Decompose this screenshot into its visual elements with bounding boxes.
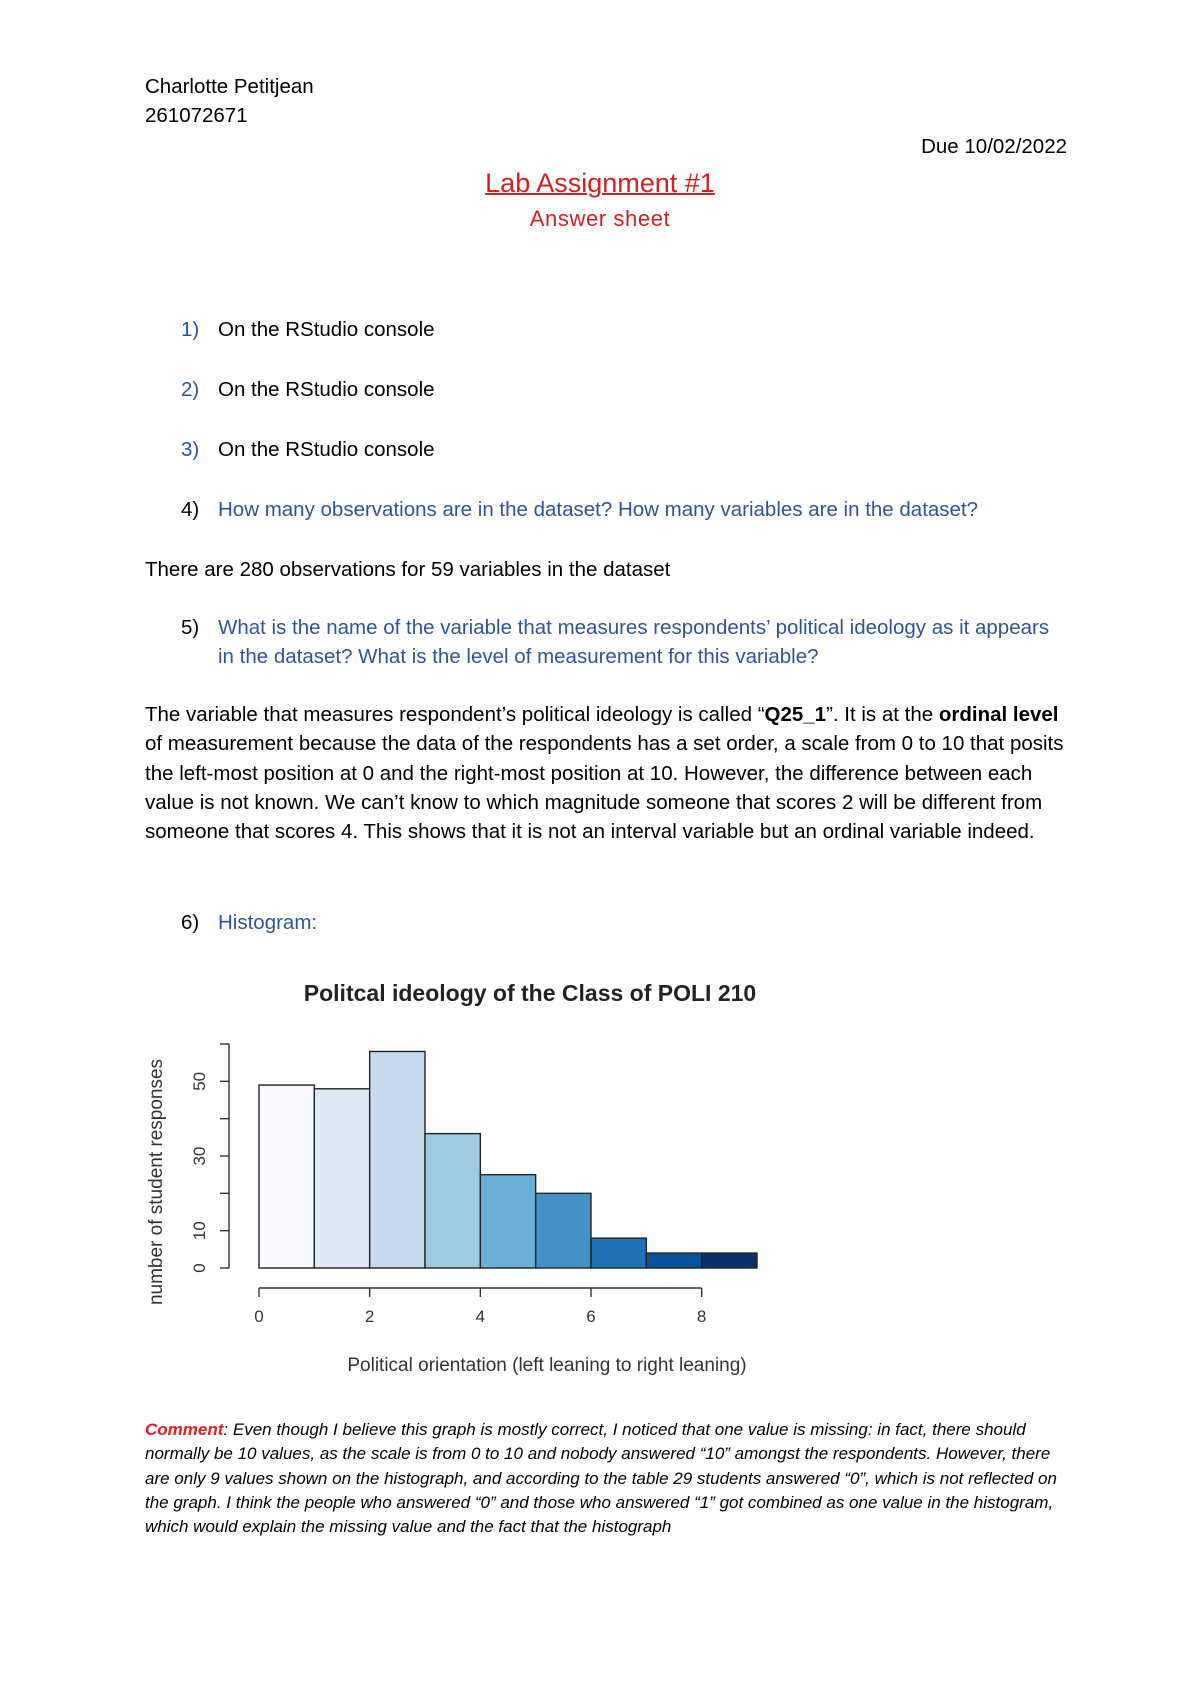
chart-bars [259,1051,757,1268]
question-2-number: 2) [181,378,200,401]
chart-y-axis-label: number of student responses [146,1058,167,1306]
author-name: Charlotte Petitjean [145,75,314,98]
x-axis-tick-label: 2 [364,1307,375,1326]
question-3-text: On the RStudio console [218,438,435,461]
answer-5-text-a: The variable that measures respondent’s political ideology is called “ [145,703,765,726]
histogram-bar [591,1238,646,1268]
histogram-bar [370,1051,425,1268]
question-6-number: 6) [181,911,200,934]
histogram-bar [480,1175,535,1268]
answer-5 [145,700,1070,846]
answer-5-variable-name: Q25_1 [764,703,827,726]
histogram-bar [425,1134,480,1268]
histogram-bar [259,1085,314,1268]
question-1-number: 1) [181,318,200,341]
chart-x-axis-label: Political orientation (left leaning to right leaning) [347,1355,747,1376]
chart-x-axis [254,1288,706,1326]
x-axis-tick-label: 6 [586,1307,596,1326]
question-1-text: On the RStudio console [218,318,435,341]
comment-label: Comment [145,1420,224,1439]
answer-5-text-c: of measurement because the data of the respondents has a set order, a scale from 0 to 10 that posits the left-most position at 0 and the right-most position at 10. However, the difference between each value is not known. We can’t know to which magnitude someone that scores 2 will be different from someone that scores 4. This shows that it is not an interval variable but an ordinal variable indeed. [145,732,1064,844]
question-5-number: 5) [181,616,200,639]
question-4-text: How many observations are in the dataset? How many variables are in the dataset? [218,498,979,521]
comment-text: : Even though I believe this graph is mostly correct, I noticed that one value is missing: in fact, there should normally be 10 values, as the scale is from 0 to 10 and nobody answered “10” amongst the respondents. However, there are only 9 values shown on the histograph, and according to the table 29 students answered “0”, which is not reflected on the graph. I think the people who answered “0” and those who answered “1” got combined as one value in the histogram, which would explain the missing value and the fact that the histograph [145,1420,1057,1537]
histogram-bar [314,1089,369,1268]
document-title-text: Lab Assignment #1 [485,168,715,198]
y-axis-tick-label: 50 [190,1071,209,1091]
student-id: 261072671 [145,104,248,127]
x-axis-tick-label: 4 [475,1307,486,1326]
question-6-text: Histogram: [218,911,318,934]
document-title [0,168,1200,198]
x-axis-tick-label: 8 [696,1307,707,1326]
y-axis-tick-label: 0 [190,1263,209,1273]
y-axis-tick-label: 30 [190,1146,209,1166]
question-5-text: What is the name of the variable that measures respondents’ political ideology as it appears in the dataset? What is the level of measurement for this variable? [218,616,1050,668]
question-3-number: 3) [181,438,200,461]
chart-title: Politcal ideology of the Class of POLI 210 [303,980,757,1006]
histogram-chart [125,960,785,1380]
chart-y-axis [190,1044,229,1273]
histogram-bar [646,1253,701,1268]
y-axis-tick-label: 10 [190,1221,209,1241]
document-subtitle: Answer sheet [529,206,671,231]
histogram-bar [536,1193,591,1268]
answer-4: There are 280 observations for 59 variables in the dataset [145,558,671,581]
x-axis-tick-label: 0 [254,1307,264,1326]
due-date: Due 10/02/2022 [921,135,1067,158]
answer-5-text-b: ”. It is at the [826,703,939,726]
question-2-text: On the RStudio console [218,378,435,401]
question-4-number: 4) [181,498,200,521]
histogram-bar [702,1253,757,1268]
answer-5-level: ordinal level [938,703,1059,726]
comment-paragraph [145,1418,1075,1539]
